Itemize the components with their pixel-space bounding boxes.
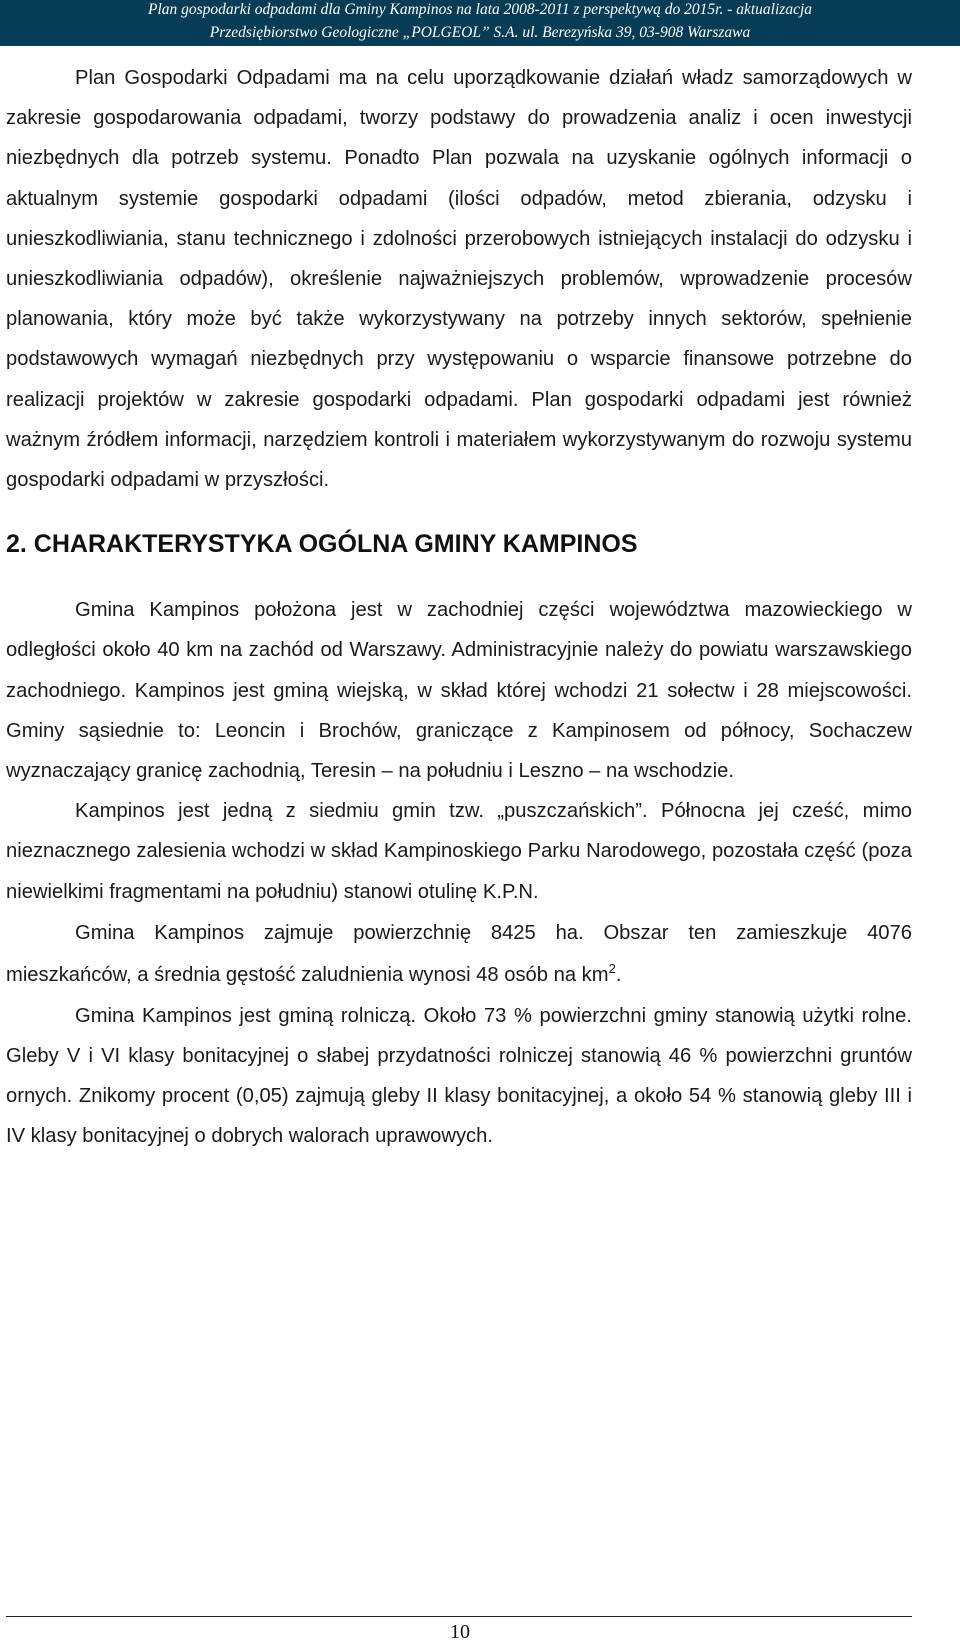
document-body — [6, 58, 912, 1157]
area-population-end: . — [615, 963, 622, 986]
paragraph-area-population — [6, 912, 912, 996]
header-company: Przedsiębiorstwo Geologiczne „POLGEOL” S.A. ul. Berezyńska 39, 03-908 Warszawa — [209, 24, 751, 41]
paragraph-plan-purpose: Plan Gospodarki Odpadami ma na celu uporządkowanie działań władz samorządowych w zakresie gospodarowania odpadami, tworzy podstawy do prowadzenia analiz i ocen inwestycji niezbędnych dla potrzeb systemu. Ponadto Plan pozwala na uzyskanie ogólnych informacji o aktualnym systemie gospodarki odpadami (ilości odpadów, metod zbierania, odzysku i unieszkodliwiania, stanu technicznego i zdolności przerobowych istniejących instalacji do odzysku i unieszkodliwiania odpadów), określenie najważniejszych problemów, wprowadzenie procesów planowania, który może być także wykorzystywany na potrzeby innych sektorów, spełnienie podstawowych wymagań niezbędnych przy występowaniu o wsparcie finansowe potrzebne do realizacji projektów w zakresie gospodarki odpadami. Plan gospodarki odpadami jest również ważnym źródłem informacji, narzędziem kontroli i materiałem wykorzystywanym do rozwoju systemu gospodarki odpadami w przyszłości. — [6, 67, 912, 492]
running-header — [0, 0, 960, 46]
page-number: 10 — [450, 1621, 470, 1643]
section-heading: 2. CHARAKTERYSTYKA OGÓLNA GMINY KAMPINOS — [6, 530, 638, 559]
header-title: Plan gospodarki odpadami dla Gminy Kampinos na lata 2008-2011 z perspektywą do 2015r. - aktualizacja — [147, 1, 813, 18]
superscript-2: 2 — [608, 960, 616, 976]
paragraph-agriculture: Gmina Kampinos jest gminą rolniczą. Około 73 % powierzchni gminy stanowią użytki rolne. Gleby V i VI klasy bonitacyjnej o słabej przydatności rolniczej stanowią 46 % powierzchni gruntów ornych. Znikomy procent (0,05) zajmują gleby II klasy bonitacyjnej, a około 54 % stanowią gleby III i IV klasy bonitacyjnej o dobrych walorach uprawowych. — [6, 1004, 912, 1148]
paragraph-puszcza: Kampinos jest jedną z siedmiu gmin tzw. „puszczańskich”. Północna jej cześć, mimo nieznacznego zalesienia wchodzi w skład Kampinoskiego Parku Narodowego, pozostała część (poza niewielkimi fragmentami na południu) stanowi otulinę K.P.N. — [6, 800, 912, 903]
paragraph-location: Gmina Kampinos położona jest w zachodniej części województwa mazowieckiego w odległości około 40 km na zachód od Warszawy. Administracyjnie należy do powiatu warszawskiego zachodniego. Kampinos jest gminą wiejską, w skład której wchodzi 21 sołectw i 28 miejscowości. Gminy sąsiednie to: Leoncin i Brochów, graniczące z Kampinosem od północy, Sochaczew wyznaczający granicę zachodnią, Teresin – na południu i Leszno – na wschodzie. — [6, 599, 912, 783]
footer-divider — [6, 1616, 912, 1617]
area-population-text: Gmina Kampinos zajmuje powierzchnię 8425 ha. Obszar ten zamieszkuje 4076 mieszkańców, a średnia gęstość zaludnienia wynosi 48 osób na km — [6, 921, 912, 986]
